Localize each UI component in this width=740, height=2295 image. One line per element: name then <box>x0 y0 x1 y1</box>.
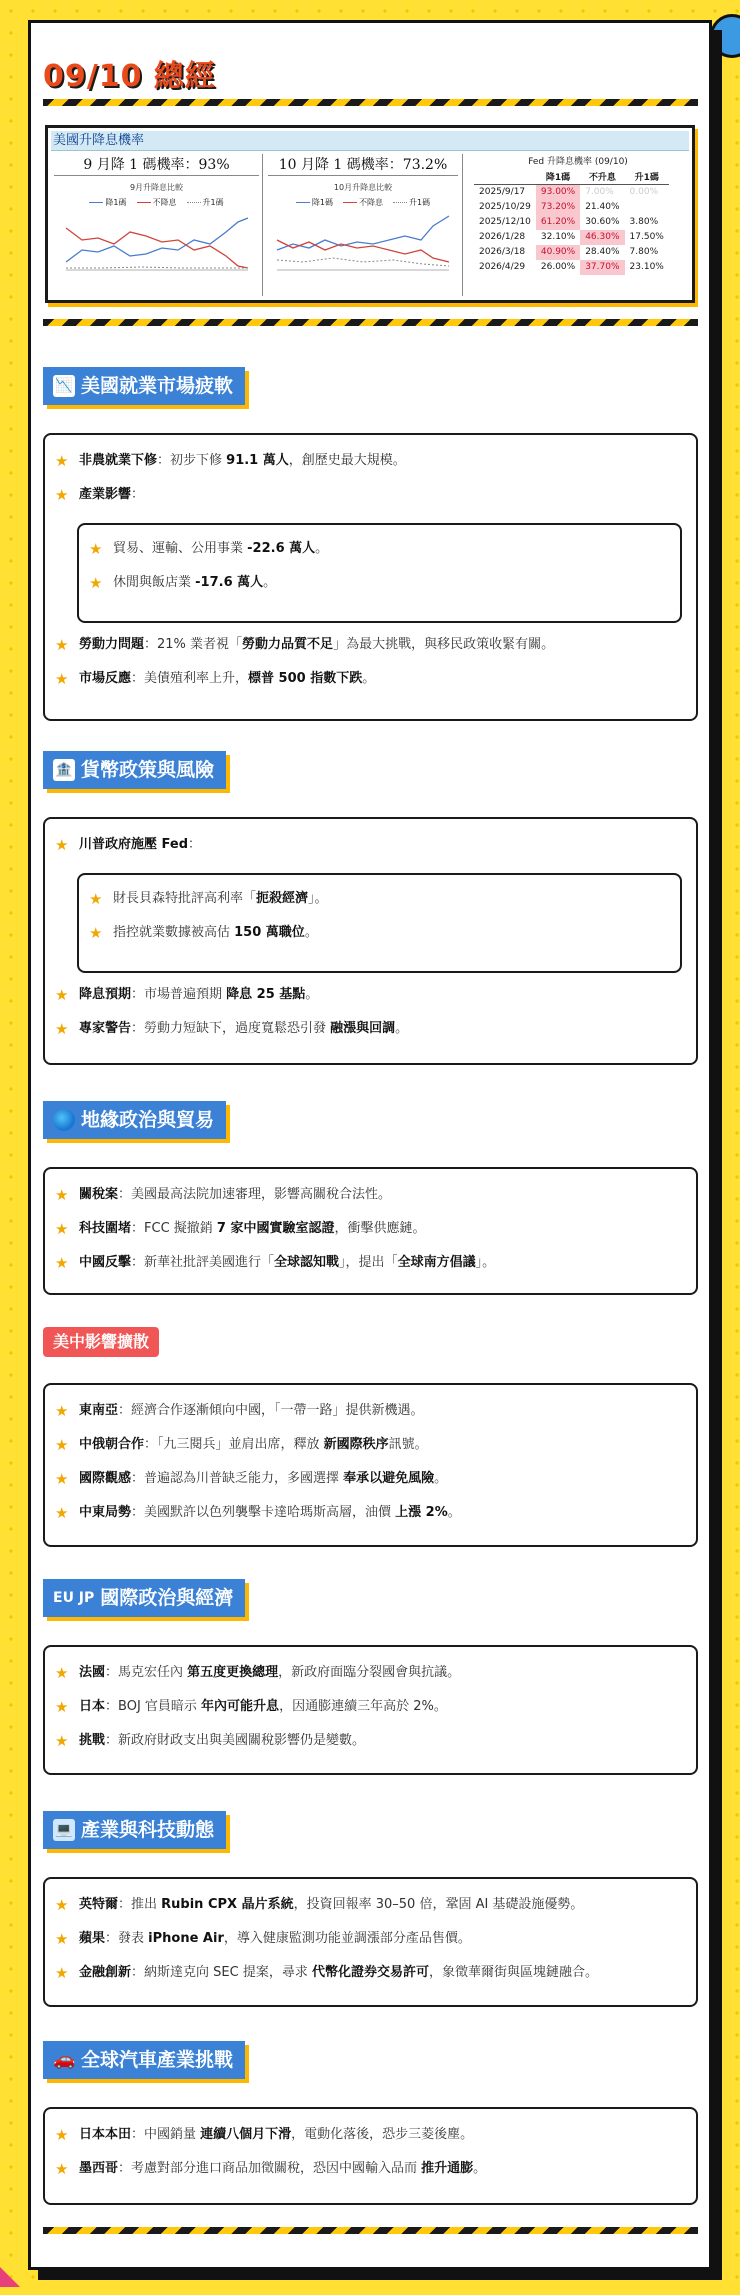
star-icon: ★ <box>55 1220 69 1238</box>
industry-sub-box <box>77 523 682 623</box>
corner-triangle-decoration <box>0 2257 20 2287</box>
legend-hike: 升1碼 <box>393 197 430 208</box>
oct-line-chart <box>273 210 453 274</box>
legend-cut: 降1碼 <box>296 197 333 208</box>
star-icon: ★ <box>55 2160 69 2178</box>
hazard-divider <box>43 2227 698 2234</box>
legend-cut: 降1碼 <box>89 197 126 208</box>
star-icon: ★ <box>55 1402 69 1420</box>
star-icon: ★ <box>55 670 69 688</box>
table-row: 2025/9/17 93.00% 7.00% 0.00% <box>474 185 669 200</box>
oct-chart-title: 10月升降息比較 <box>333 183 393 192</box>
section-heading-geopolitics: 地緣政治與貿易 <box>43 1101 226 1139</box>
star-icon: ★ <box>55 1896 69 1914</box>
laptop-icon: 💻 <box>53 1819 75 1841</box>
pressure-sub-box <box>77 873 682 973</box>
list-item: ★ 勞動力問題：21% 業者視「勞動力品質不足」為最大挑戰，與移民政策收緊有關。 <box>55 636 555 654</box>
rate-panel-header: 美國升降息機率 <box>51 131 689 151</box>
fed-col-cut: 降1碼 <box>536 169 580 185</box>
fed-col-hike: 升1碼 <box>625 169 669 185</box>
star-icon: ★ <box>55 1254 69 1272</box>
sept-panel <box>54 154 259 294</box>
list-item: ★ 英特爾：推出 Rubin CPX 晶片系統，投資回報率 30–50 倍，鞏固 AI 基礎設施優勢。 <box>55 1896 584 1914</box>
list-item: ★ 財長貝森特批評高利率「扼殺經濟」。 <box>89 890 328 908</box>
star-icon: ★ <box>55 2126 69 2144</box>
auto-box <box>43 2107 698 2205</box>
globe-icon <box>53 1109 75 1131</box>
fed-table-title: Fed 升降息機率 (09/10) <box>528 157 628 167</box>
list-item: ★ 中東局勢：美國默許以色列襲擊卡達哈瑪斯高層，油價 上漲 2%。 <box>55 1504 461 1522</box>
fed-col-hold: 不升息 <box>580 169 624 185</box>
star-icon: ★ <box>89 890 103 908</box>
us-china-box <box>43 1383 698 1547</box>
star-icon: ★ <box>89 574 103 592</box>
star-icon: ★ <box>89 540 103 558</box>
fed-probability-table <box>474 169 669 275</box>
legend-hold: 不降息 <box>137 197 177 208</box>
star-icon: ★ <box>55 836 69 854</box>
sept-legend <box>54 197 259 208</box>
oct-panel-title: 10 月降 1 碼機率：73.2% <box>268 154 458 176</box>
list-item: ★ 墨西哥：考慮對部分進口商品加徵關稅，恐因中國輸入品而 推升通膨。 <box>55 2160 487 2178</box>
section-heading-employment: 📉 美國就業市場疲軟 <box>43 367 245 405</box>
table-row: 2025/12/10 61.20% 30.60% 3.80% <box>474 215 669 230</box>
sept-line-chart <box>62 210 252 274</box>
sept-chart-title: 9月升降息比較 <box>129 183 184 192</box>
section-tag-us-china: 美中影響擴散 <box>43 1327 159 1357</box>
list-item: ★ 蘋果：發表 iPhone Air，導入健康監測功能並調漲部分產品售價。 <box>55 1930 471 1948</box>
oct-panel <box>268 154 458 294</box>
oct-legend <box>268 197 458 208</box>
list-item: ★ 休閒與飯店業 -17.6 萬人。 <box>89 574 277 592</box>
star-icon: ★ <box>55 636 69 654</box>
rate-probability-panel <box>45 125 695 303</box>
list-item: ★ 中國反擊：新華社批評美國進行「全球認知戰」，提出「全球南方倡議」。 <box>55 1254 496 1272</box>
table-row: 2026/4/29 26.00% 37.70% 23.10% <box>474 260 669 275</box>
star-icon: ★ <box>55 1732 69 1750</box>
star-icon: ★ <box>55 1020 69 1038</box>
corner-circle-decoration <box>710 14 740 58</box>
star-icon: ★ <box>55 986 69 1004</box>
list-item: ★ 日本本田：中國銷量 連續八個月下滑，電動化落後，恐步三菱後塵。 <box>55 2126 474 2144</box>
star-icon: ★ <box>55 1964 69 1982</box>
intl-politics-box <box>43 1645 698 1775</box>
legend-hold: 不降息 <box>343 197 383 208</box>
monetary-box <box>43 817 698 1065</box>
star-icon: ★ <box>55 1664 69 1682</box>
section-heading-intl-politics: EU JP 國際政治與經濟 <box>43 1579 245 1617</box>
star-icon: ★ <box>89 924 103 942</box>
list-item: ★ 科技圍堵：FCC 擬撤銷 7 家中國實驗室認證，衝擊供應鏈。 <box>55 1220 426 1238</box>
hazard-divider <box>43 319 698 326</box>
star-icon: ★ <box>55 1698 69 1716</box>
list-item: ★ 法國：馬克宏任內 第五度更換總理，新政府面臨分裂國會與抗議。 <box>55 1664 461 1682</box>
star-icon: ★ <box>55 1186 69 1204</box>
list-item: ★ 貿易、運輸、公用事業 -22.6 萬人。 <box>89 540 329 558</box>
geopolitics-box <box>43 1167 698 1295</box>
star-icon: ★ <box>55 452 69 470</box>
list-item: ★ 日本：BOJ 官員暗示 年內可能升息，因通膨連續三年高於 2%。 <box>55 1698 447 1716</box>
list-item: ★ 非農就業下修：初步下修 91.1 萬人，創歷史最大規模。 <box>55 452 406 470</box>
table-row: 2025/10/29 73.20% 21.40% <box>474 200 669 215</box>
car-icon: 🚗 <box>53 2049 76 2070</box>
employment-box <box>43 433 698 721</box>
chart-down-icon: 📉 <box>53 375 75 397</box>
list-item: ★ 專家警告：勞動力短缺下，過度寬鬆恐引發 融漲與回調。 <box>55 1020 409 1038</box>
star-icon: ★ <box>55 1504 69 1522</box>
list-item: ★ 關稅案：美國最高法院加速審理，影響高關稅合法性。 <box>55 1186 392 1204</box>
table-row: 2026/3/18 40.90% 28.40% 7.80% <box>474 245 669 260</box>
fed-table-panel <box>466 154 690 294</box>
legend-hike: 升1碼 <box>187 197 224 208</box>
tech-box <box>43 1877 698 2007</box>
list-item: ★ 川普政府施壓 Fed： <box>55 836 202 854</box>
list-item: ★ 降息預期：市場普遍預期 降息 25 基點。 <box>55 986 319 1004</box>
list-item: ★ 市場反應：美債殖利率上升，標普 500 指數下跌。 <box>55 670 376 688</box>
table-row: 2026/1/28 32.10% 46.30% 17.50% <box>474 230 669 245</box>
star-icon: ★ <box>55 1470 69 1488</box>
list-item: ★ 產業影響： <box>55 486 145 504</box>
content-card <box>28 20 712 2270</box>
list-item: ★ 中俄朝合作：「九三閱兵」並肩出席，釋放 新國際秩序訊號。 <box>55 1436 428 1454</box>
bank-icon: 🏦 <box>53 759 75 781</box>
sept-panel-title: 9 月降 1 碼機率：93% <box>54 154 259 176</box>
page-title: 09/10 總經 <box>43 59 216 94</box>
section-heading-auto: 🚗 全球汽車產業挑戰 <box>43 2041 245 2079</box>
star-icon: ★ <box>55 486 69 504</box>
list-item: ★ 指控就業數據被高估 150 萬職位。 <box>89 924 318 942</box>
list-item: ★ 挑戰：新政府財政支出與美國關稅影響仍是變數。 <box>55 1732 366 1750</box>
list-item: ★ 東南亞：經濟合作逐漸傾向中國，「一帶一路」提供新機遇。 <box>55 1402 424 1420</box>
section-heading-tech: 💻 產業與科技動態 <box>43 1811 226 1849</box>
list-item: ★ 國際觀感：普遍認為川普缺乏能力，多國選擇 奉承以避免風險。 <box>55 1470 448 1488</box>
section-heading-monetary: 🏦 貨幣政策與風險 <box>43 751 226 789</box>
star-icon: ★ <box>55 1930 69 1948</box>
star-icon: ★ <box>55 1436 69 1454</box>
hazard-divider <box>43 99 698 106</box>
list-item: ★ 金融創新：納斯達克向 SEC 提案，尋求 代幣化證券交易許可，象徵華爾街與區塊鏈融合。 <box>55 1964 598 1982</box>
